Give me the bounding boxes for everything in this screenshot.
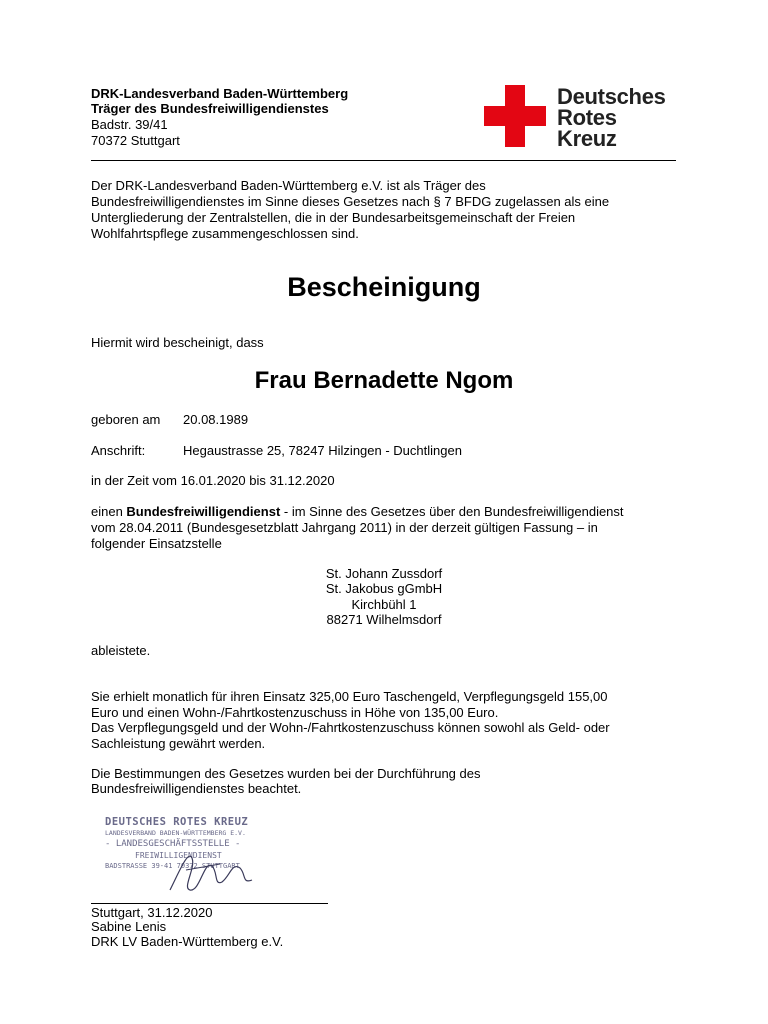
allowance-line-4: Sachleistung gewährt werden. bbox=[91, 736, 266, 751]
allowance-line-1: Sie erhielt monatlich für ihren Einsatz 325,00 Euro Taschengeld, Verpflegungsgeld 155,00 bbox=[91, 689, 608, 704]
allowance-line-2: Euro und einen Wohn-/Fahrtkostenzuschuss in Höhe von 135,00 Euro. bbox=[91, 705, 499, 720]
allowance-line-3: Das Verpflegungsgeld und der Wohn-/Fahrtkostenzuschuss können sowohl als Geld- oder bbox=[91, 720, 610, 735]
stamp-line-3: - LANDESGESCHÄFTSSTELLE - bbox=[105, 839, 241, 849]
address-label: Anschrift: bbox=[91, 443, 146, 458]
org-role: Träger des Bundesfreiwilligendienstes bbox=[91, 101, 329, 116]
service-line-1 bbox=[91, 504, 624, 520]
placement-line-1: St. Johann Zussdorf bbox=[325, 566, 443, 581]
signer-name: Sabine Lenis bbox=[91, 919, 167, 934]
red-cross-logo-icon bbox=[484, 85, 546, 147]
birth-date: 20.08.1989 bbox=[183, 412, 249, 427]
service-line-2: vom 28.04.2011 (Bundesgesetzblatt Jahrgang 2011) in der derzeit gültigen Fassung – in bbox=[91, 520, 598, 535]
certify-text: Hiermit wird bescheinigt, dass bbox=[91, 335, 264, 350]
signer-organization: DRK LV Baden-Württemberg e.V. bbox=[91, 934, 284, 949]
provisions-line-2: Bundesfreiwilligendienstes beachtet. bbox=[91, 781, 302, 796]
org-street: Badstr. 39/41 bbox=[91, 117, 168, 132]
logo-word-kreuz: Kreuz bbox=[557, 126, 617, 151]
handwritten-signature bbox=[160, 840, 270, 905]
completed-text: ableistete. bbox=[91, 643, 151, 658]
document-title: Bescheinigung bbox=[287, 272, 481, 302]
stamp-line-2: LANDESVERBAND BADEN-WÜRTTEMBERG E.V. bbox=[105, 829, 246, 837]
intro-line-3: Untergliederung der Zentralstellen, die in der Bundesarbeitsgemeinschaft der Freien bbox=[91, 210, 576, 225]
signature-place-date: Stuttgart, 31.12.2020 bbox=[91, 905, 213, 920]
intro-line-2: Bundesfreiwilligendienstes im Sinne dieses Gesetzes nach § 7 BFDG zugelassen als eine bbox=[91, 194, 610, 209]
address-value: Hegaustrasse 25, 78247 Hilzingen - Duchtlingen bbox=[183, 443, 462, 458]
service-type: Bundesfreiwilligendienst bbox=[126, 504, 281, 519]
header-divider bbox=[91, 160, 676, 161]
placement-line-3: Kirchbühl 1 bbox=[351, 597, 417, 612]
service-line-3: folgender Einsatzstelle bbox=[91, 536, 222, 551]
provisions-line-1: Die Bestimmungen des Gesetzes wurden bei der Durchführung des bbox=[91, 766, 481, 781]
placement-line-4: 88271 Wilhelmsdorf bbox=[326, 612, 442, 627]
placement-line-2: St. Jakobus gGmbH bbox=[325, 581, 443, 596]
stamp-line-5: BADSTRASSE 39-41 70372 STUTTGART bbox=[105, 862, 240, 870]
service-period: in der Zeit vom 16.01.2020 bis 31.12.2020 bbox=[91, 473, 335, 488]
signature-line bbox=[91, 903, 328, 904]
stamp-line-1: DEUTSCHES ROTES KREUZ bbox=[105, 816, 249, 828]
service-prefix: einen bbox=[91, 504, 127, 519]
org-name: DRK-Landesverband Baden-Württemberg bbox=[91, 86, 349, 101]
service-suffix: - im Sinne des Gesetzes über den Bundesfreiwilligendienst bbox=[280, 504, 624, 519]
logo-word-rotes: Rotes bbox=[557, 105, 617, 130]
intro-line-1: Der DRK-Landesverband Baden-Württemberg e.V. ist als Träger des bbox=[91, 178, 486, 193]
intro-line-4: Wohlfahrtspflege zusammengeschlossen sind. bbox=[91, 226, 359, 241]
person-name: Frau Bernadette Ngom bbox=[254, 367, 514, 394]
logo-word-deutsches: Deutsches bbox=[557, 84, 666, 109]
birth-label: geboren am bbox=[91, 412, 161, 427]
org-city: 70372 Stuttgart bbox=[91, 133, 180, 148]
stamp-line-4: FREIWILLIGENDIENST bbox=[135, 851, 222, 860]
